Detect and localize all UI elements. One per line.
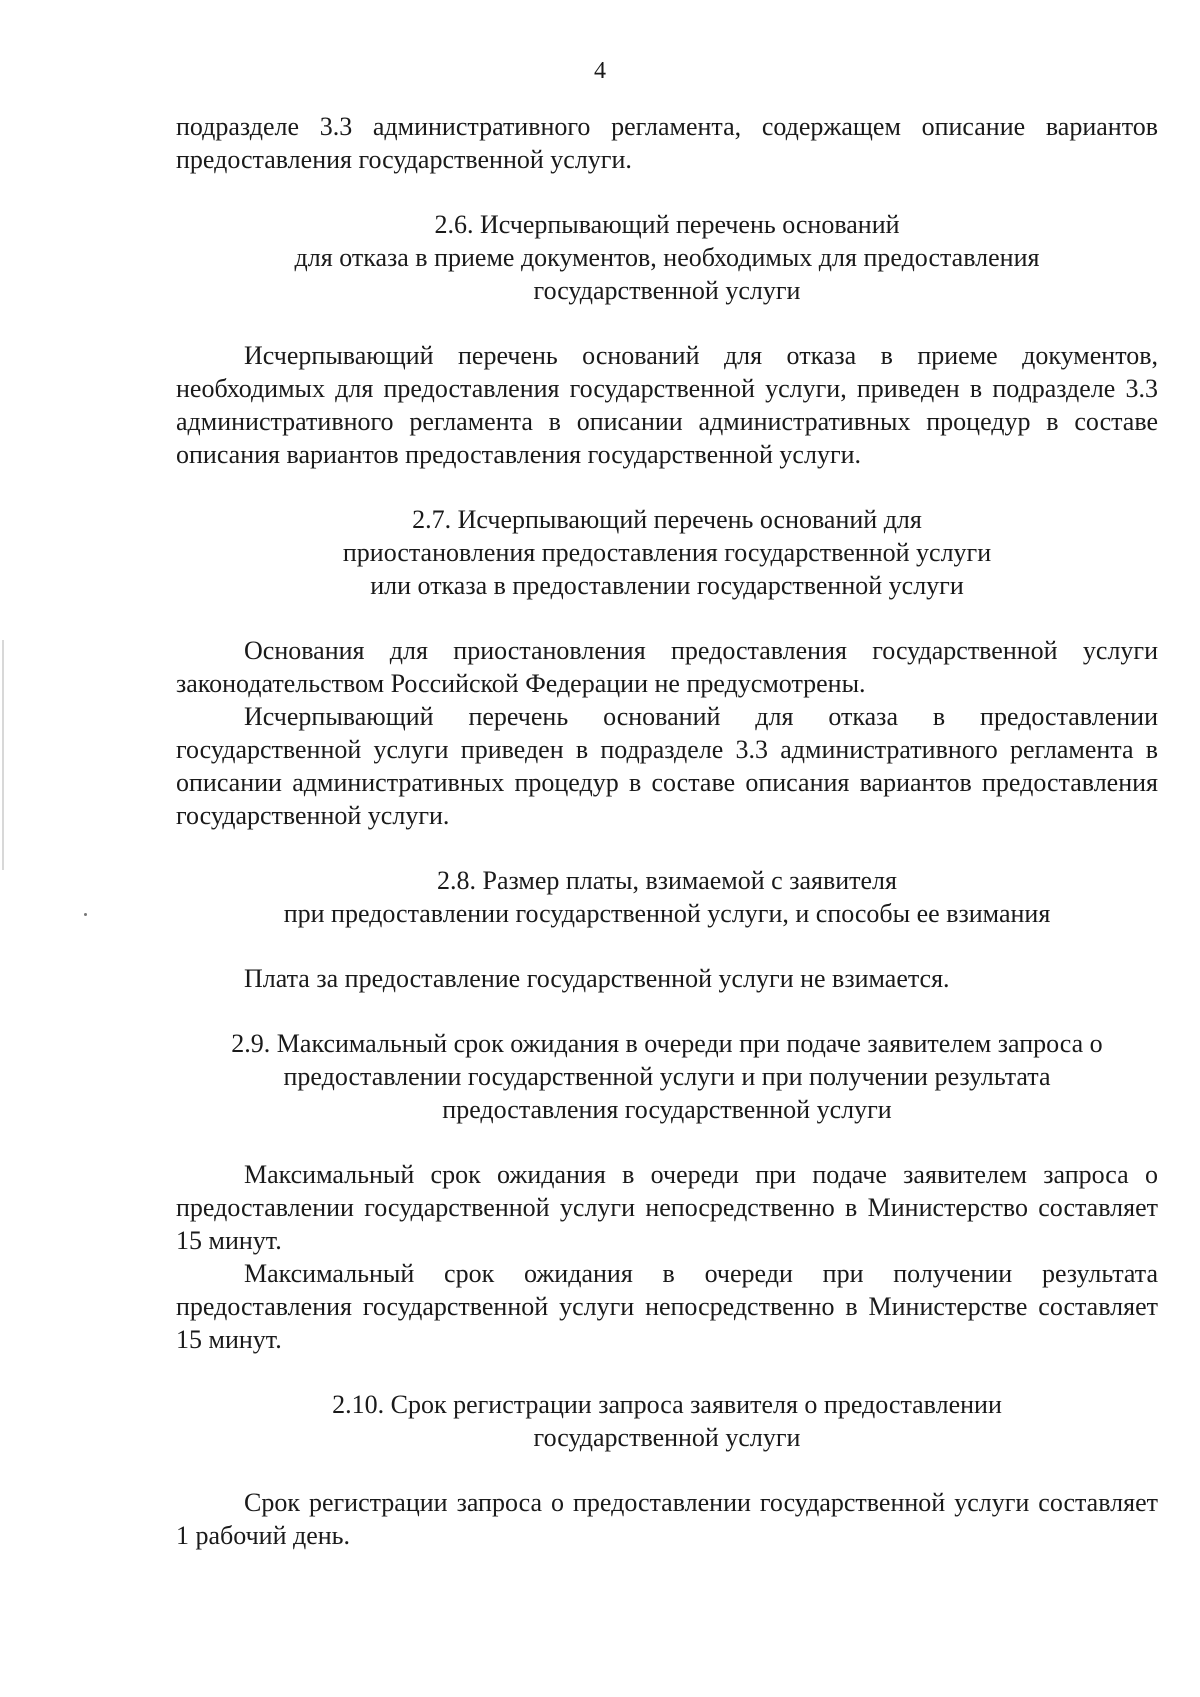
heading-line: приостановления предоставления государственной услуги <box>342 538 992 567</box>
heading-line: государственной услуги <box>533 1423 801 1452</box>
section-paragraph: Исчерпывающий перечень оснований для отказа в предоставлении государственной услуги приведен в подразделе 3.3 административного регламента в описании административных процедур в составе описания вариантов предоставления государственной услуги. <box>176 702 1158 830</box>
page-number: 4 <box>594 58 606 84</box>
heading-line: или отказа в предоставлении государственной услуги <box>370 571 964 600</box>
section-paragraph: Основания для приостановления предоставления государственной услуги законодательством Российской Федерации не предусмотрены. <box>176 636 1158 698</box>
heading-line: государственной услуги <box>533 276 801 305</box>
scan-dust-dot <box>84 913 87 916</box>
heading-line: 2.10. Срок регистрации запроса заявителя о предоставлении <box>332 1390 1002 1419</box>
section-paragraph: Срок регистрации запроса о предоставлении государственной услуги составляет 1 рабочий день. <box>176 1488 1158 1550</box>
heading-line: при предоставлении государственной услуги, и способы ее взимания <box>283 899 1051 928</box>
scan-edge-mark <box>2 640 4 870</box>
heading-line: предоставления государственной услуги <box>442 1095 892 1124</box>
section-heading-2-9 <box>176 1027 1158 1126</box>
document-body <box>176 110 1158 1552</box>
section-heading-2-6 <box>176 208 1158 307</box>
heading-line: для отказа в приеме документов, необходимых для предоставления <box>294 243 1040 272</box>
intro-paragraph: подразделе 3.3 административного регламента, содержащем описание вариантов предоставления государственной услуги. <box>176 112 1158 174</box>
heading-line: 2.9. Максимальный срок ожидания в очереди при подаче заявителем запроса о <box>231 1029 1103 1058</box>
section-heading-2-10 <box>176 1388 1158 1454</box>
heading-line: 2.8. Размер платы, взимаемой с заявителя <box>436 866 897 895</box>
section-paragraph: Максимальный срок ожидания в очереди при получении результата предоставления государственной услуги непосредственно в Министерстве составляет 15 минут. <box>176 1259 1158 1354</box>
section-paragraph: Плата за предоставление государственной услуги не взимается. <box>244 964 950 993</box>
section-heading-2-7 <box>176 503 1158 602</box>
section-paragraph: Исчерпывающий перечень оснований для отказа в приеме документов, необходимых для предоставления государственной услуги, приведен в подразделе 3.3 административного регламента в описании административных процедур в составе описания вариантов предоставления государственной услуги. <box>176 341 1158 469</box>
section-paragraph: Максимальный срок ожидания в очереди при подаче заявителем запроса о предоставлении государственной услуги непосредственно в Министерство составляет 15 минут. <box>176 1160 1158 1255</box>
heading-line: 2.7. Исчерпывающий перечень оснований для <box>412 505 922 534</box>
heading-line: 2.6. Исчерпывающий перечень оснований <box>434 210 900 239</box>
heading-line: предоставлении государственной услуги и при получении результата <box>283 1062 1051 1091</box>
section-heading-2-8 <box>176 864 1158 930</box>
